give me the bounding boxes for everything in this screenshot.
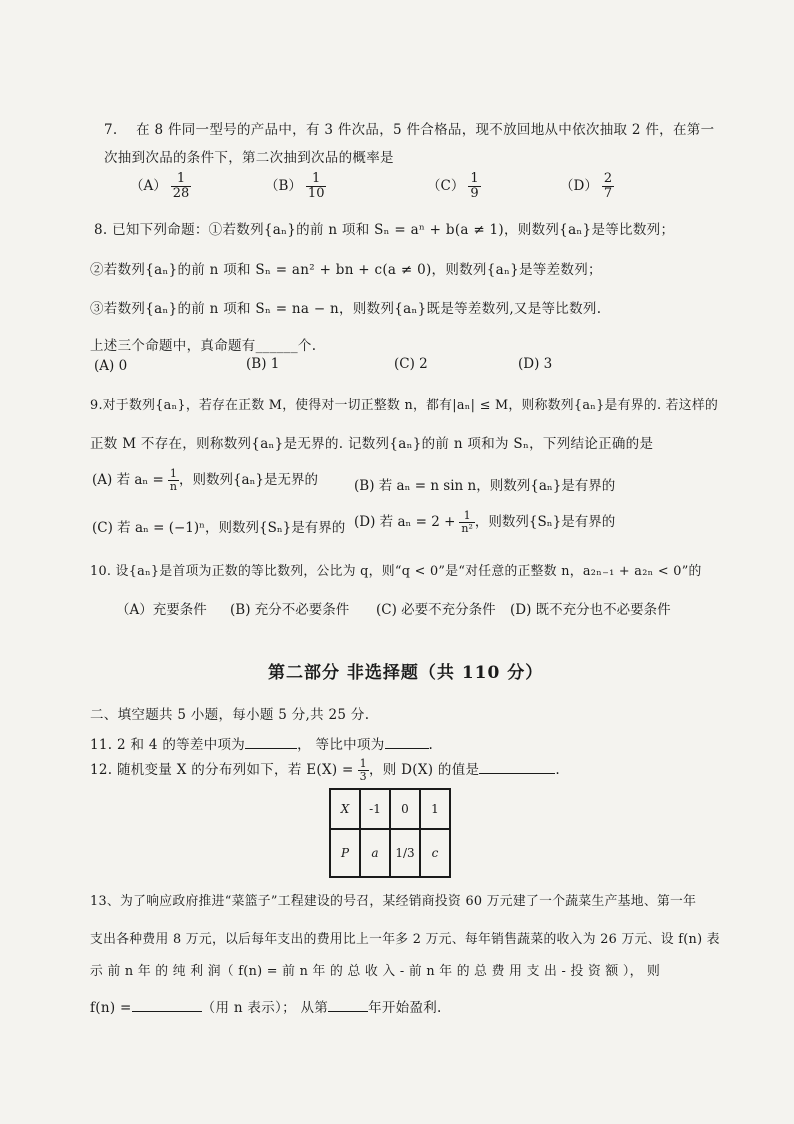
table-cell: P bbox=[330, 829, 360, 877]
q8-option-d: (D) 3 bbox=[518, 356, 553, 372]
q7-text: 在 8 件同一型号的产品中，有 3 件次品，5 件合格品，现不放回地从中依次抽取 2 件，在第一 bbox=[136, 122, 715, 138]
q13-line4: f(n) = （用 n 表示）； 从第 年开始盈利. bbox=[90, 1000, 442, 1016]
q10-option-b: (B) 充分不必要条件 bbox=[230, 602, 350, 618]
q9-line2: 正数 M 不存在，则称数列{aₙ}是无界的. 记数列{aₙ}的前 n 项和为 Sₙ，下列结论正确的是 bbox=[90, 436, 654, 452]
table-cell: a bbox=[360, 829, 390, 877]
q7-option-a: （A） $\frac{1}{28}$ bbox=[130, 171, 190, 201]
q8-line1: 8. 已知下列命题：①若数列{aₙ}的前 n 项和 Sₙ = aⁿ + b(a ≠ 1)，则数列{aₙ}是等比数列； bbox=[94, 222, 675, 238]
q9-option-a: (A) 若 aₙ = $\frac{1}{n}$ ，则数列{aₙ}是无界的 bbox=[92, 467, 319, 493]
q10-option-d: (D) 既不充分也不必要条件 bbox=[510, 602, 671, 618]
table-row bbox=[330, 829, 450, 877]
q9-option-d: (D) 若 aₙ = 2 + $\frac{1}{\text{n²}}$ ，则数列{Sₙ}是有界的 bbox=[354, 509, 616, 535]
q13-line1: 13、为了响应政府推进“菜篮子”工程建设的号召，某经销商投资 60 万元建了一个蔬菜生产基地、第一年 bbox=[90, 894, 697, 909]
q8-line3: ③若数列{aₙ}的前 n 项和 Sₙ = na − n，则数列{aₙ}既是等差数列,又是等比数列. bbox=[90, 301, 602, 317]
q8-option-a: (A) 0 bbox=[94, 358, 128, 374]
q7-line2: 次抽到次品的条件下，第二次抽到次品的概率是 bbox=[104, 150, 394, 166]
q10-option-a: （A）充要条件 bbox=[116, 602, 207, 618]
q7-line1 bbox=[104, 118, 714, 138]
q8-line4: 上述三个命题中，真命题有______个. bbox=[90, 338, 317, 354]
q7-option-d: （D） $\frac{2}{7}$ bbox=[560, 171, 613, 201]
q12-blank bbox=[479, 761, 555, 774]
table-cell: -1 bbox=[360, 789, 390, 829]
q11-blank-1 bbox=[245, 736, 297, 749]
table-row bbox=[330, 789, 450, 829]
table-cell: X bbox=[330, 789, 360, 829]
table-cell: 0 bbox=[390, 789, 420, 829]
table-cell: 1 bbox=[420, 789, 450, 829]
q8-option-c: (C) 2 bbox=[394, 356, 428, 372]
q10-line1: 10. 设{aₙ}是首项为正数的等比数列，公比为 q，则“q < 0”是“对任意的正整数 n，a₂ₙ₋₁ + a₂ₙ < 0”的 bbox=[90, 564, 702, 579]
q13-blank-2 bbox=[328, 999, 368, 1012]
q7-option-b: （B） $\frac{1}{10}$ bbox=[265, 171, 325, 201]
section-fill-in-heading: 二、填空题共 5 小题，每小题 5 分,共 25 分. bbox=[90, 707, 370, 723]
q12-line: 12. 随机变量 X 的分布列如下，若 E(X) = $\frac{1}{3}$ ，则 D(X) 的值是 . bbox=[90, 757, 560, 783]
q10-option-c: (C) 必要不充分条件 bbox=[376, 602, 496, 618]
q9-line1: 9.对于数列{aₙ}，若存在正数 M，使得对一切正整数 n，都有|aₙ| ≤ M，则称数列{aₙ}是有界的. 若这样的 bbox=[90, 398, 719, 413]
q13-blank-1 bbox=[132, 999, 202, 1012]
q8-line2: ②若数列{aₙ}的前 n 项和 Sₙ = an² + bn + c(a ≠ 0)，则数列{aₙ}是等差数列； bbox=[90, 262, 602, 278]
q9-option-c: (C) 若 aₙ = (−1)ⁿ，则数列{Sₙ}是有界的 bbox=[92, 520, 346, 536]
q13-line3: 示 前 n 年 的 纯 利 润（ f(n) = 前 n 年 的 总 收 入 - 前 n 年 的 总 费 用 支 出 - 投 资 额 ）， 则 bbox=[90, 964, 661, 979]
q8-option-b: (B) 1 bbox=[246, 356, 280, 372]
q13-line2: 支出各种费用 8 万元，以后每年支出的费用比上一年多 2 万元、每年销售蔬菜的收入为 26 万元、设 f(n) 表 bbox=[90, 932, 720, 947]
distribution-table bbox=[329, 788, 451, 878]
q11-blank-2 bbox=[385, 736, 429, 749]
q11-line: 11. 2 和 4 的等差中项为 ， 等比中项为 . bbox=[90, 737, 434, 753]
table-cell: 1/3 bbox=[390, 829, 420, 877]
part2-title: 第二部分 非选择题（共 110 分） bbox=[268, 663, 544, 683]
q7-option-c: （C） $\frac{1}{9}$ bbox=[427, 171, 479, 201]
q9-option-b: (B) 若 aₙ = n sin n，则数列{aₙ}是有界的 bbox=[354, 478, 616, 494]
q7-number: 7. bbox=[104, 122, 118, 138]
table-cell: c bbox=[420, 829, 450, 877]
